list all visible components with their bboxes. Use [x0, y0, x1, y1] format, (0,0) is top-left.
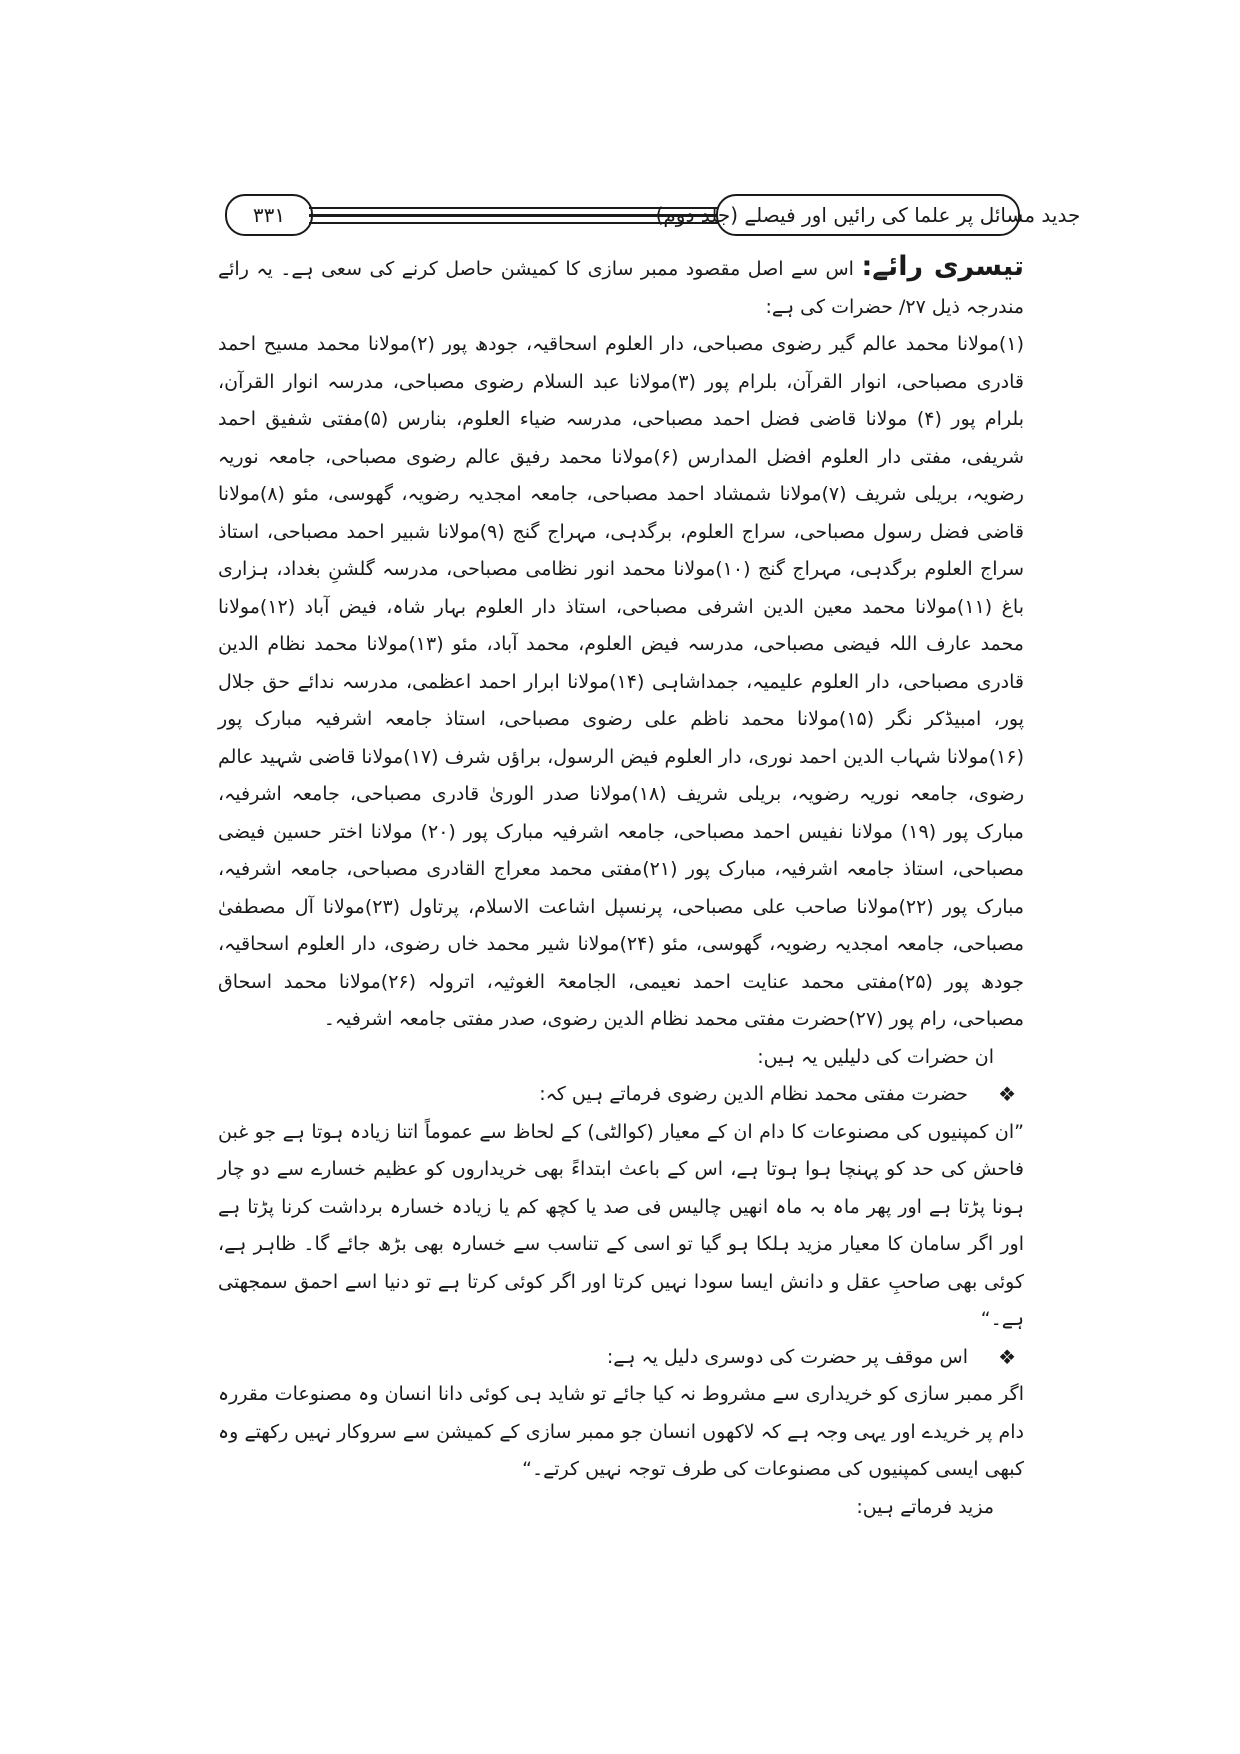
section-intro: اس سے اصل مقصود ممبر سازی کا کمیشن حاصل کرنے کی سعی ہے۔ یہ رائے مندرجہ ذیل ۲۷/ حضرات کی ہے:	[218, 258, 1024, 318]
bullet-item-2	[218, 1339, 1024, 1377]
section-heading: تیسری رائے:	[861, 251, 1024, 282]
book-title: جدید مسائل پر علما کی رائیں اور فیصلے (جلد دوم)	[655, 203, 1081, 227]
page-header	[225, 190, 1081, 238]
bullet-2-text: اس موقف پر حضرت کی دوسری دلیل یہ ہے:	[606, 1345, 968, 1368]
page-body	[218, 248, 1024, 1526]
bullet-diamond-icon: ❖	[998, 1082, 1016, 1106]
page-number: ۳۳۱	[252, 203, 286, 227]
bullet-diamond-icon: ❖	[998, 1344, 1016, 1369]
quote-1: ”ان کمپنیوں کی مصنوعات کا دام ان کے معیار (کوالٹی) کے لحاظ سے عموماً اتنا زیادہ ہوتا ہے جو غبن فاحش کی حد کو پہنچا ہوا ہوتا ہے، اس کے باعث ابتداءً بھی خریداروں کو عظیم خسارے سے دو چار ہونا پڑتا ہے اور پھر ماہ بہ ماہ انھیں چالیس فی صد یا کچھ کم یا زیادہ خسارہ برداشت کرنا پڑتا ہے اور اگر سامان کا معیار مزید ہلکا ہو گیا تو اسی کے تناسب سے خسارہ بھی بڑھ جائے گا۔ ظاہر ہے، کوئی بھی صاحبِ عقل و دانش ایسا سودا نہیں کرتا اور اگر کوئی کرتا ہے تو دنیا اسے احمق سمجھتی ہے۔“	[218, 1120, 1024, 1330]
page-number-box	[225, 194, 313, 236]
closing-line: مزید فرماتے ہیں:	[856, 1495, 994, 1518]
scholars-list: (۱)مولانا محمد عالم گیر رضوی مصباحی، دار العلوم اسحاقیہ، جودھ پور (۲)مولانا محمد مسیح احمد قادری مصباحی، انوار القرآن، بلرام پور (۳)مولانا عبد السلام رضوی مصباحی، مدرسہ انوار القرآن، بلرام پور (۴) مولانا قاضی فضل احمد مصباحی، مدرسہ ضیاء العلوم، بنارس (۵)مفتی شفیق احمد شریفی، مفتی دار العلوم افضل المدارس (۶)مولانا محمد رفیق عالم رضوی مصباحی، جامعہ نوریہ رضویہ، بریلی شریف (۷)مولانا شمشاد احمد مصباحی، جامعہ امجدیہ رضویہ، گھوسی، مئو (۸)مولانا قاضی فضل رسول مصباحی، سراج العلوم، برگدہی، مہراج گنج (۹)مولانا شبیر احمد مصباحی، استاذ سراج العلوم برگدہی، مہراج گنج (۱۰)مولانا محمد انور نظامی مصباحی، مدرسہ گلشنِ بغداد، ہزاری باغ (۱۱)مولانا محمد معین الدین اشرفی مصباحی، استاذ دار العلوم بہار شاہ، فیض آباد (۱۲)مولانا محمد عارف اللہ فیضی مصباحی، مدرسہ فیض العلوم، محمد آباد، مئو (۱۳)مولانا محمد نظام الدین قادری مصباحی، دار العلوم علیمیہ، جمداشاہی (۱۴)مولانا ابرار احمد اعظمی، مدرسہ ندائے حق جلال پور، امبیڈکر نگر (۱۵)مولانا محمد ناظم علی رضوی مصباحی، استاذ جامعہ اشرفیہ مبارک پور (۱۶)مولانا شہاب الدین احمد نوری، دار العلوم فیض الرسول، براؤں شرف (۱۷)مولانا قاضی شہید عالم رضوی، جامعہ نوریہ رضویہ، بریلی شریف (۱۸)مولانا صدر الوریٰ قادری مصباحی، جامعہ اشرفیہ، مبارک پور (۱۹) مولانا نفیس احمد مصباحی، جامعہ اشرفیہ مبارک پور (۲۰) مولانا اختر حسین فیضی مصباحی، استاذ جامعہ اشرفیہ، مبارک پور (۲۱)مفتی محمد معراج القادری مصباحی، جامعہ اشرفیہ، مبارک پور (۲۲)مولانا صاحب علی مصباحی، پرنسپل اشاعت الاسلام، پرتاول (۲۳)مولانا آل مصطفیٰ مصباحی، جامعہ امجدیہ رضویہ، گھوسی، مئو (۲۴)مولانا شیر محمد خاں رضوی، دار العلوم اسحاقیہ، جودھ پور (۲۵)مفتی محمد عنایت احمد نعیمی، الجامعۃ الغوثیہ، اترولہ (۲۶)مولانا محمد اسحاق مصباحی، رام پور (۲۷)حضرت مفتی محمد نظام الدین رضوی، صدر مفتی جامعہ اشرفیہ۔	[218, 333, 1025, 1030]
bullet-1-text: حضرت مفتی محمد نظام الدین رضوی فرماتے ہیں کہ:	[539, 1083, 968, 1105]
quote-2: اگر ممبر سازی کو خریداری سے مشروط نہ کیا جائے تو شاید ہی کوئی دانا انسان وہ مصنوعات مقررہ دام پر خریدے اور یہی وجہ ہے کہ لاکھوں انسان جو ممبر سازی کے کمیشن سے سروکار نہیں رکھتے وہ کبھی ایسی کمپنیوں کی مصنوعات کی طرف توجہ نہیں کرتے۔“	[218, 1383, 1024, 1480]
bullet-item-1	[218, 1076, 1024, 1114]
evidence-intro: ان حضرات کی دلیلیں یہ ہیں:	[757, 1045, 994, 1068]
section-intro-paragraph	[218, 248, 1024, 326]
book-title-box	[655, 194, 1081, 236]
